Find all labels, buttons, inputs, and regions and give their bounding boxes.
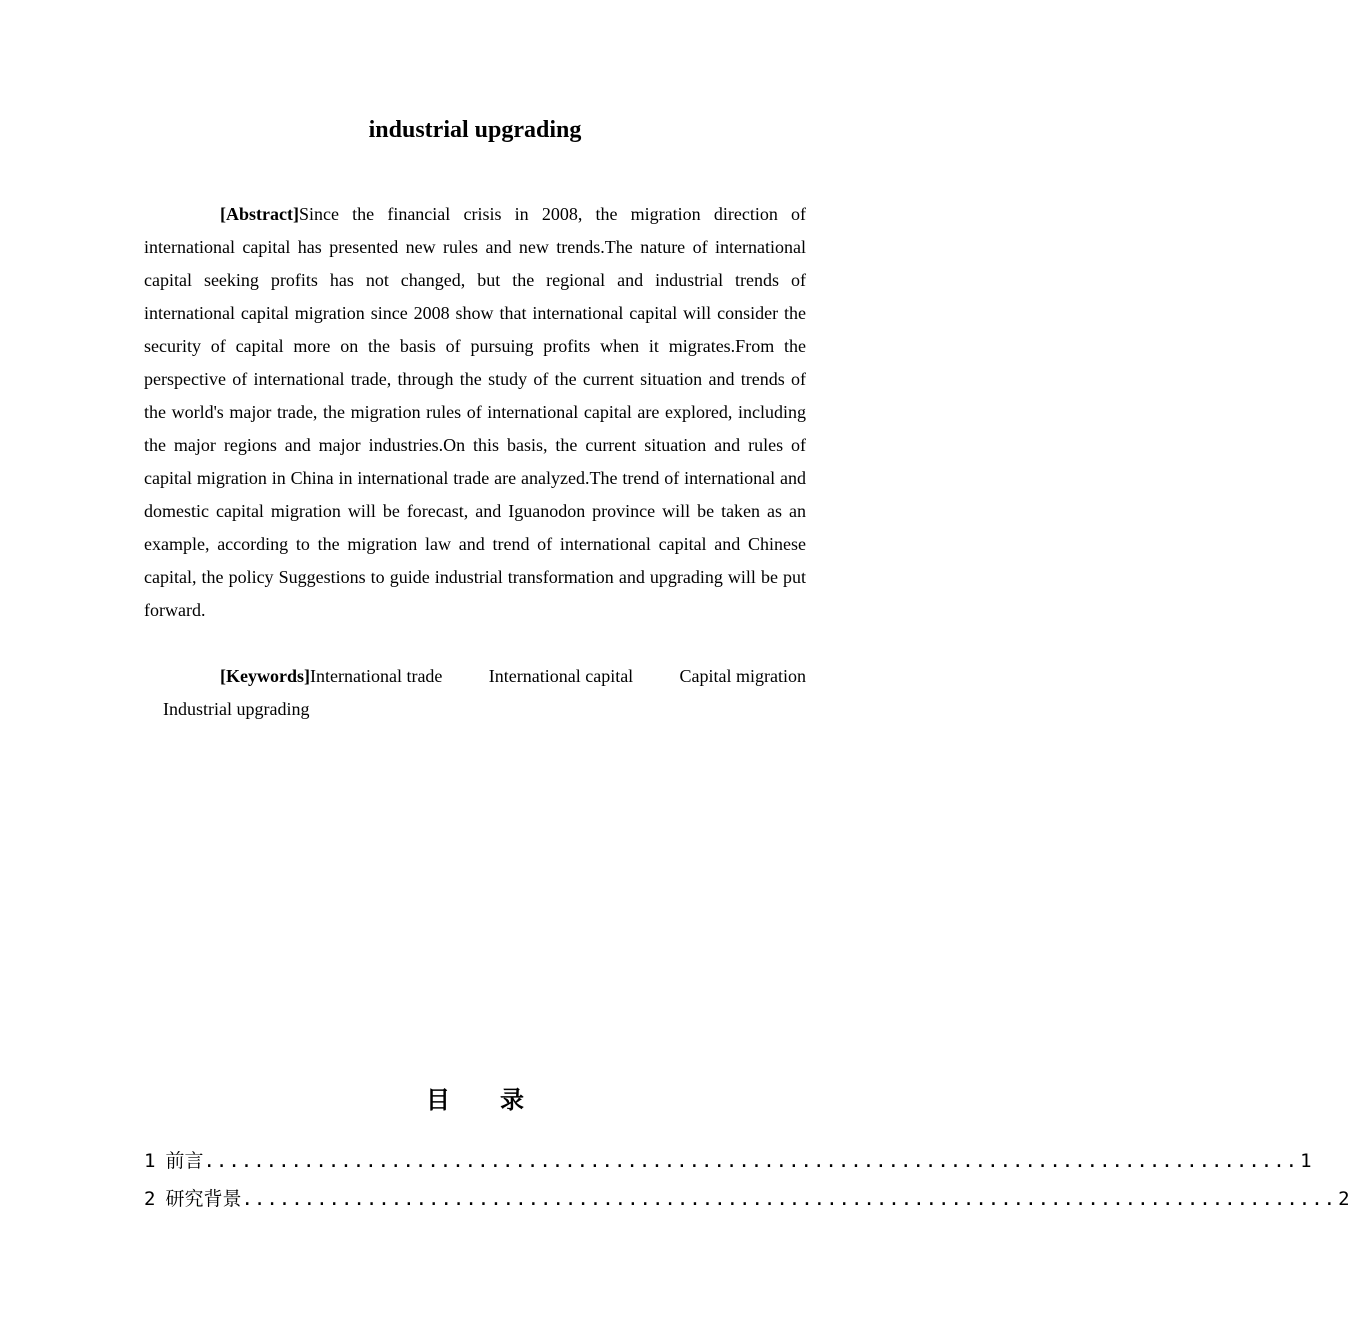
keywords-line — [144, 693, 806, 726]
toc-leader-dots: ........................................................................................ — [203, 1150, 1299, 1172]
toc-entry-label: 研究背景 — [165, 1188, 242, 1210]
toc-entry-page: 1 — [1300, 1150, 1312, 1172]
keywords-section — [144, 660, 806, 726]
abstract-label: [Abstract] — [220, 204, 299, 224]
keyword-item: Capital migration — [679, 666, 806, 686]
document-title: industrial upgrading — [368, 117, 582, 143]
toc-title — [0, 1082, 950, 1118]
toc-entry-page: 2 — [1338, 1188, 1350, 1210]
toc-title-char: 目 — [426, 1086, 450, 1114]
toc-title-char: 录 — [500, 1086, 524, 1114]
keyword-text: International trade — [309, 666, 443, 686]
table-of-contents — [144, 1146, 1350, 1222]
keyword-item: International capital — [488, 666, 634, 686]
keyword-item — [220, 660, 442, 693]
abstract-text: Since the financial crisis in 2008, the migration direction of international capital has presented new rules and new trends.The nature of international capital seeking profits has not changed, but the regional and industrial trends of international capital migration since 2008 show that international capital will consider the security of capital more on the basis of pursuing profits when it migrates.From the perspective of international trade, through the study of the current situation and trends of the world's major trade, the migration rules of international capital are explored, including the major regions and major industries.On this basis, the current situation and rules of capital migration in China in international trade are analyzed.The trend of international and domestic capital migration will be forecast, and Iguanodon province will be taken as an example, according to the migration law and trend of international capital and Chinese capital, the policy Suggestions to guide industrial transformation and upgrading will be put forward. — [144, 204, 806, 620]
toc-leader-dots: ........................................................................................ — [241, 1188, 1337, 1210]
abstract-paragraph — [144, 198, 806, 627]
keyword-item: Industrial upgrading — [163, 699, 310, 719]
toc-entry[interactable] — [144, 1146, 1312, 1184]
keywords-line — [144, 660, 806, 693]
toc-entry-number: 1 — [144, 1150, 156, 1172]
toc-entry[interactable] — [144, 1184, 1350, 1222]
keywords-label: [Keywords] — [220, 666, 310, 686]
toc-entry-label: 前言 — [165, 1150, 204, 1172]
toc-entry-number: 2 — [144, 1188, 156, 1210]
